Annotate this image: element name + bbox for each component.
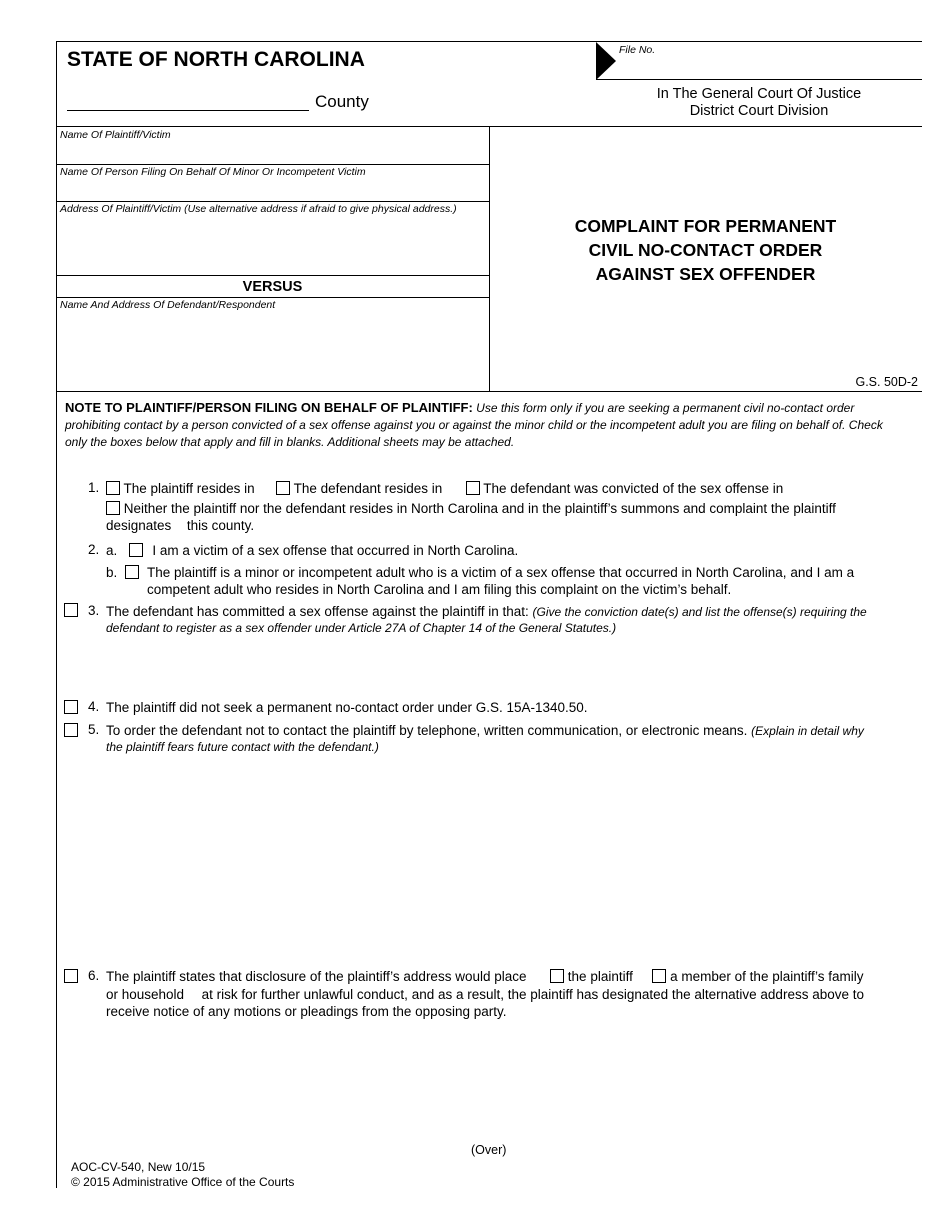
item-2a xyxy=(106,542,518,559)
note-text-2: prohibiting contact by a person convicted of a sex offense against you or against the minor child or the incompetent adult you are filing on behalf of. Check xyxy=(65,418,883,432)
item-3-instruction-2: defendant to register as a sex offender under Article 27A of Chapter 14 of the General Statutes.) xyxy=(106,621,617,635)
filer-label: Name Of Person Filing On Behalf Of Minor Or Incompetent Victim xyxy=(60,166,366,178)
item-1-neither-text: Neither the plaintiff nor the defendant resides in North Carolina and in the plaintiff’s summons and complaint the plaintiff xyxy=(123,501,836,516)
checkbox-the-plaintiff[interactable] xyxy=(550,969,564,983)
item-1-defendant-convicted: The defendant was convicted of the sex offense in xyxy=(483,481,784,496)
item-2a-text: I am a victim of a sex offense that occurred in North Carolina. xyxy=(152,543,519,558)
item-6-the-plaintiff: the plaintiff xyxy=(567,969,633,984)
form-title xyxy=(489,214,922,286)
item-6-line-1 xyxy=(106,968,864,985)
item-1-options xyxy=(106,480,783,497)
form-id: AOC-CV-540, New 10/15 xyxy=(71,1160,206,1174)
top-border xyxy=(56,41,922,42)
item-3-text xyxy=(106,603,867,636)
item-3-statement: The defendant has committed a sex offense against the plaintiff in that: xyxy=(106,604,529,619)
left-border xyxy=(56,41,57,1188)
checkbox-defendant-convicted[interactable] xyxy=(466,481,480,495)
versus-label: VERSUS xyxy=(242,279,303,295)
checkbox-neither-resides[interactable] xyxy=(106,501,120,515)
plaintiff-line xyxy=(56,164,489,165)
statute-reference: G.S. 50D-2 xyxy=(855,375,918,389)
item-2b-line-2: competent adult who resides in North Carolina and I am filing this complaint on the victim’s behalf. xyxy=(147,582,732,597)
checkbox-plaintiff-resides[interactable] xyxy=(106,481,120,495)
file-no-arrow-icon xyxy=(596,42,618,80)
court-line-1: In The General Court Of Justice xyxy=(656,86,862,102)
file-no-field[interactable] xyxy=(640,55,920,77)
defendant-field[interactable] xyxy=(60,313,485,389)
court-line-2: District Court Division xyxy=(689,103,829,119)
item-2b-line-1: The plaintiff is a minor or incompetent adult who is a victim of a sex offense that occurred in North Carolina, and I am a xyxy=(147,565,855,580)
versus-line xyxy=(56,297,489,298)
item-2b-text xyxy=(147,564,854,598)
item-6-line-3: receive notice of any motions or pleadings from the opposing party. xyxy=(106,1004,507,1019)
item-6-family-member: a member of the plaintiff’s family xyxy=(670,969,864,984)
item-4-number: 4. xyxy=(88,699,100,714)
checkbox-item-3[interactable] xyxy=(64,603,78,617)
note-heading: NOTE TO PLAINTIFF/PERSON FILING ON BEHALF OF PLAINTIFF: xyxy=(65,400,473,415)
checkbox-victim-minor[interactable] xyxy=(125,565,139,579)
item-5-text xyxy=(106,722,864,755)
item-6-at-risk: at risk for further unlawful conduct, and as a result, the plaintiff has designated the alternative address above to xyxy=(201,987,864,1002)
item-3-number: 3. xyxy=(88,603,100,618)
item-1-designates xyxy=(106,517,254,534)
defendant-label: Name And Address Of Defendant/Respondent xyxy=(60,299,276,311)
file-no-label: File No. xyxy=(619,44,656,56)
item-2a-label: a. xyxy=(106,543,118,558)
court-name xyxy=(596,86,922,120)
item-1-defendant-resides: The defendant resides in xyxy=(293,481,443,496)
item-2b-label: b. xyxy=(106,565,118,580)
filer-field[interactable] xyxy=(60,180,485,200)
item-5-instruction-2: the plaintiff fears future contact with the defendant.) xyxy=(106,740,379,754)
checkbox-item-5[interactable] xyxy=(64,723,78,737)
checkbox-victim-self[interactable] xyxy=(129,543,143,557)
copyright: © 2015 Administrative Office of the Courts xyxy=(71,1175,295,1189)
county-blank[interactable] xyxy=(67,110,309,111)
item-5-field[interactable] xyxy=(106,760,916,960)
file-no-underline xyxy=(596,79,922,80)
item-6-statement: The plaintiff states that disclosure of the plaintiff’s address would place xyxy=(106,969,527,984)
checkbox-family-member[interactable] xyxy=(652,969,666,983)
plaintiff-label: Name Of Plaintiff/Victim xyxy=(60,129,171,141)
item-1-plaintiff-resides: The plaintiff resides in xyxy=(123,481,255,496)
item-3-field[interactable] xyxy=(106,640,916,695)
form-title-line-3: AGAINST SEX OFFENDER xyxy=(595,264,816,284)
item-6-household: or household xyxy=(106,987,185,1002)
form-title-line-1: COMPLAINT FOR PERMANENT xyxy=(574,216,837,236)
address-field[interactable] xyxy=(60,217,485,273)
note-text-3: only the boxes below that apply and fill in blanks. Additional sheets may be attached. xyxy=(65,435,515,449)
checkbox-item-6[interactable] xyxy=(64,969,78,983)
item-5-number: 5. xyxy=(88,722,100,737)
checkbox-defendant-resides[interactable] xyxy=(276,481,290,495)
form-title-line-2: CIVIL NO-CONTACT ORDER xyxy=(588,240,823,260)
item-6-number: 6. xyxy=(88,968,100,983)
note-text-1: Use this form only if you are seeking a permanent civil no-contact order xyxy=(476,401,855,415)
state-heading: STATE OF NORTH CAROLINA xyxy=(67,48,365,71)
item-4-text: The plaintiff did not seek a permanent no-contact order under G.S. 15A-1340.50. xyxy=(106,700,588,715)
item-3-instruction-1: (Give the conviction date(s) and list the offense(s) requiring the xyxy=(532,605,867,619)
checkbox-item-4[interactable] xyxy=(64,700,78,714)
address-line xyxy=(56,275,489,276)
instructions-note xyxy=(65,399,925,451)
item-1-this-county: this county. xyxy=(186,518,255,533)
item-5-instruction-1: (Explain in detail why xyxy=(751,724,864,738)
item-5-statement: To order the defendant not to contact the plaintiff by telephone, written communication, or electronic means. xyxy=(106,723,748,738)
item-1-number: 1. xyxy=(88,480,100,495)
filer-line xyxy=(56,201,489,202)
plaintiff-field[interactable] xyxy=(60,143,485,163)
item-6-line-2 xyxy=(106,986,864,1003)
item-1-neither-option xyxy=(106,500,836,517)
address-label: Address Of Plaintiff/Victim (Use alternative address if afraid to give physical address.) xyxy=(60,203,457,215)
county-label: County xyxy=(315,92,369,111)
caption-bottom-line xyxy=(56,391,922,392)
over-label: (Over) xyxy=(471,1143,507,1157)
item-2-number: 2. xyxy=(88,542,100,557)
item-1-designates-text: designates xyxy=(106,518,172,533)
